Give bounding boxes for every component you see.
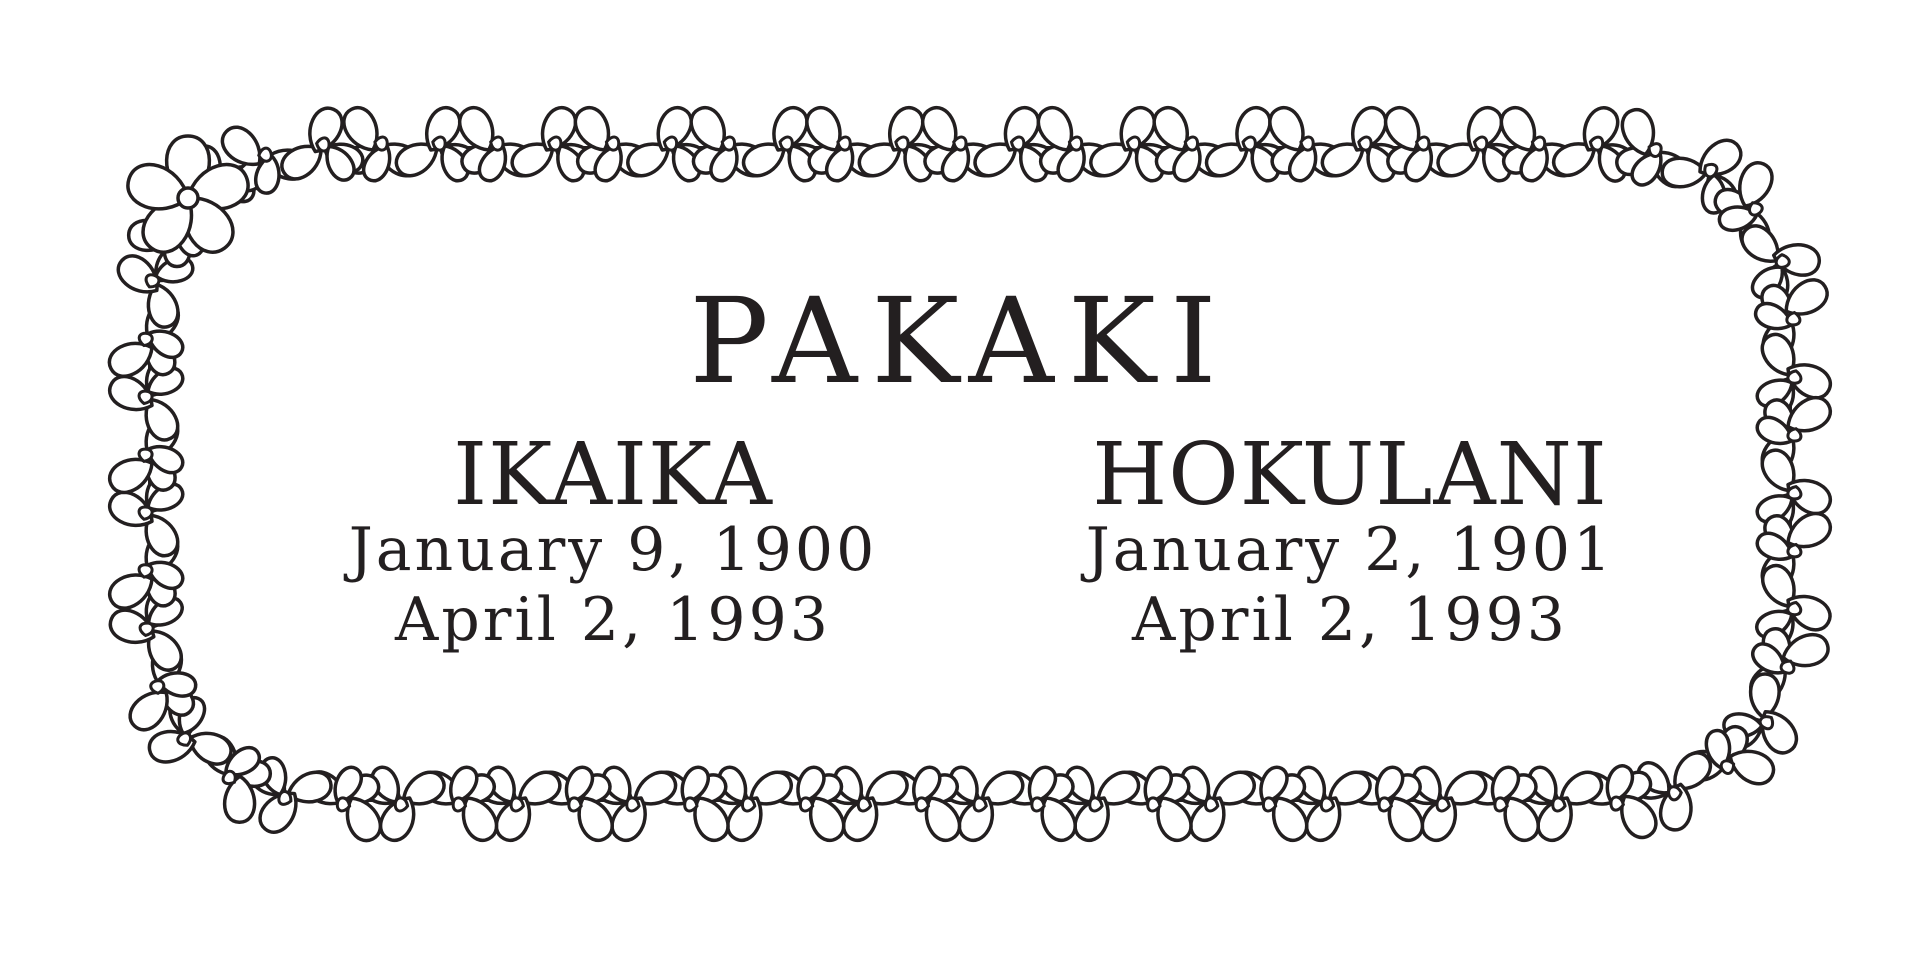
left-birth-date: January 9, 1900 bbox=[348, 515, 878, 585]
left-death-date: April 2, 1993 bbox=[395, 585, 831, 655]
right-death-date: April 2, 1993 bbox=[1132, 585, 1568, 655]
right-given-name: HOKULANI bbox=[1092, 425, 1608, 525]
right-birth-date: January 2, 1901 bbox=[1085, 515, 1615, 585]
family-name: PAKAKI bbox=[689, 272, 1231, 410]
left-given-name: IKAIKA bbox=[453, 425, 773, 525]
